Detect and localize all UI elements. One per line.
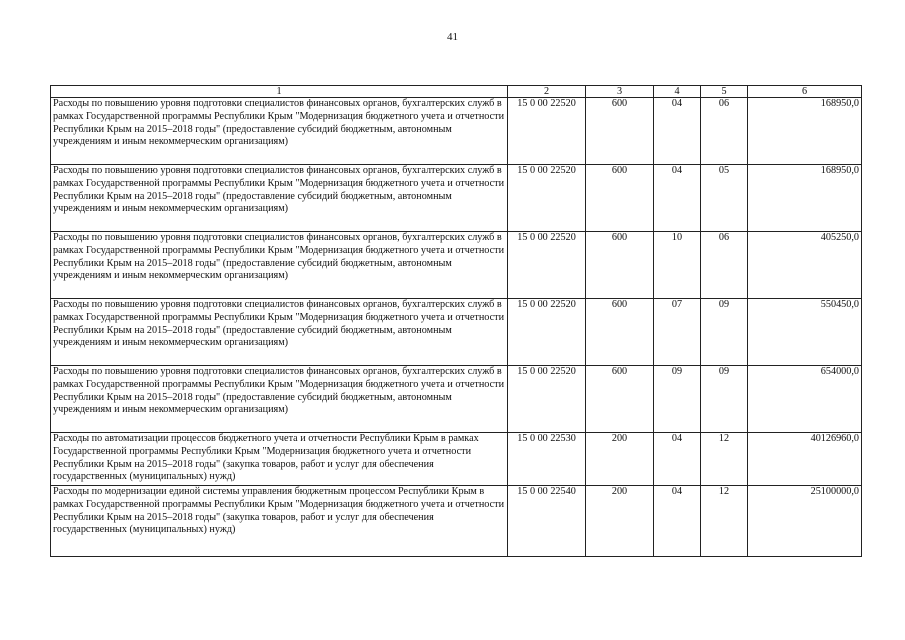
subsection-code: 09 [701, 299, 748, 366]
table-row [51, 366, 862, 433]
target-article-code: 15 0 00 22520 [508, 299, 586, 366]
expense-description: Расходы по повышению уровня подготовки специалистов финансовых органов, бухгалтерских служб в рамках Государственной программы Республики Крым "Модернизация бюджетного учета и отчетности Республики Крым на 2015–2018 годы" (предоставление субсидий бюджетным, автономным учреждениям и иным некоммерческим организациям) [51, 165, 508, 232]
amount: 550450,0 [748, 299, 862, 366]
column-header-1: 1 [51, 86, 508, 98]
column-header-3: 3 [586, 86, 654, 98]
page-number: 41 [447, 31, 458, 43]
subsection-code: 12 [701, 433, 748, 486]
expense-type: 600 [586, 98, 654, 165]
expense-type: 600 [586, 165, 654, 232]
expense-type: 200 [586, 433, 654, 486]
amount: 168950,0 [748, 165, 862, 232]
table-row [51, 433, 862, 486]
amount: 654000,0 [748, 366, 862, 433]
expense-description: Расходы по модернизации единой системы управления бюджетным процессом Республики Крым в рамках Государственной программы Республики Крым "Модернизация бюджетного учета и отчетности Республики Крым на 2015–2018 годы" (закупка товаров, работ и услуг для обеспечения государственных (муниципальных) нужд) [51, 486, 508, 557]
section-code: 07 [654, 299, 701, 366]
table-row [51, 299, 862, 366]
amount: 405250,0 [748, 232, 862, 299]
column-number-row [51, 86, 862, 98]
subsection-code: 06 [701, 98, 748, 165]
target-article-code: 15 0 00 22520 [508, 98, 586, 165]
table-row [51, 165, 862, 232]
expense-description: Расходы по повышению уровня подготовки специалистов финансовых органов, бухгалтерских служб в рамках Государственной программы Республики Крым "Модернизация бюджетного учета и отчетности Республики Крым на 2015–2018 годы" (предоставление субсидий бюджетным, автономным учреждениям и иным некоммерческим организациям) [51, 98, 508, 165]
amount: 168950,0 [748, 98, 862, 165]
amount: 25100000,0 [748, 486, 862, 557]
target-article-code: 15 0 00 22530 [508, 433, 586, 486]
section-code: 10 [654, 232, 701, 299]
subsection-code: 09 [701, 366, 748, 433]
expense-description: Расходы по повышению уровня подготовки специалистов финансовых органов, бухгалтерских служб в рамках Государственной программы Республики Крым "Модернизация бюджетного учета и отчетности Республики Крым на 2015–2018 годы" (предоставление субсидий бюджетным, автономным учреждениям и иным некоммерческим организациям) [51, 366, 508, 433]
section-code: 09 [654, 366, 701, 433]
expense-type: 200 [586, 486, 654, 557]
budget-table [50, 85, 862, 557]
amount: 40126960,0 [748, 433, 862, 486]
column-header-5: 5 [701, 86, 748, 98]
expense-type: 600 [586, 299, 654, 366]
target-article-code: 15 0 00 22520 [508, 366, 586, 433]
column-header-2: 2 [508, 86, 586, 98]
target-article-code: 15 0 00 22520 [508, 232, 586, 299]
section-code: 04 [654, 98, 701, 165]
section-code: 04 [654, 486, 701, 557]
expense-description: Расходы по повышению уровня подготовки специалистов финансовых органов, бухгалтерских служб в рамках Государственной программы Республики Крым "Модернизация бюджетного учета и отчетности Республики Крым на 2015–2018 годы" (предоставление субсидий бюджетным, автономным учреждениям и иным некоммерческим организациям) [51, 232, 508, 299]
expense-type: 600 [586, 232, 654, 299]
subsection-code: 06 [701, 232, 748, 299]
column-header-6: 6 [748, 86, 862, 98]
table-row [51, 232, 862, 299]
subsection-code: 05 [701, 165, 748, 232]
column-header-4: 4 [654, 86, 701, 98]
expense-description: Расходы по повышению уровня подготовки специалистов финансовых органов, бухгалтерских служб в рамках Государственной программы Республики Крым "Модернизация бюджетного учета и отчетности Республики Крым на 2015–2018 годы" (предоставление субсидий бюджетным, автономным учреждениям и иным некоммерческим организациям) [51, 299, 508, 366]
target-article-code: 15 0 00 22540 [508, 486, 586, 557]
expense-type: 600 [586, 366, 654, 433]
table-row [51, 486, 862, 557]
expense-description: Расходы по автоматизации процессов бюджетного учета и отчетности Республики Крым в рамках Государственной программы Республики Крым "Модернизация бюджетного учета и отчетности Республики Крым на 2015–2018 годы" (закупка товаров, работ и услуг для обеспечения государственных (муниципальных) нужд) [51, 433, 508, 486]
table-row [51, 98, 862, 165]
section-code: 04 [654, 165, 701, 232]
subsection-code: 12 [701, 486, 748, 557]
target-article-code: 15 0 00 22520 [508, 165, 586, 232]
section-code: 04 [654, 433, 701, 486]
